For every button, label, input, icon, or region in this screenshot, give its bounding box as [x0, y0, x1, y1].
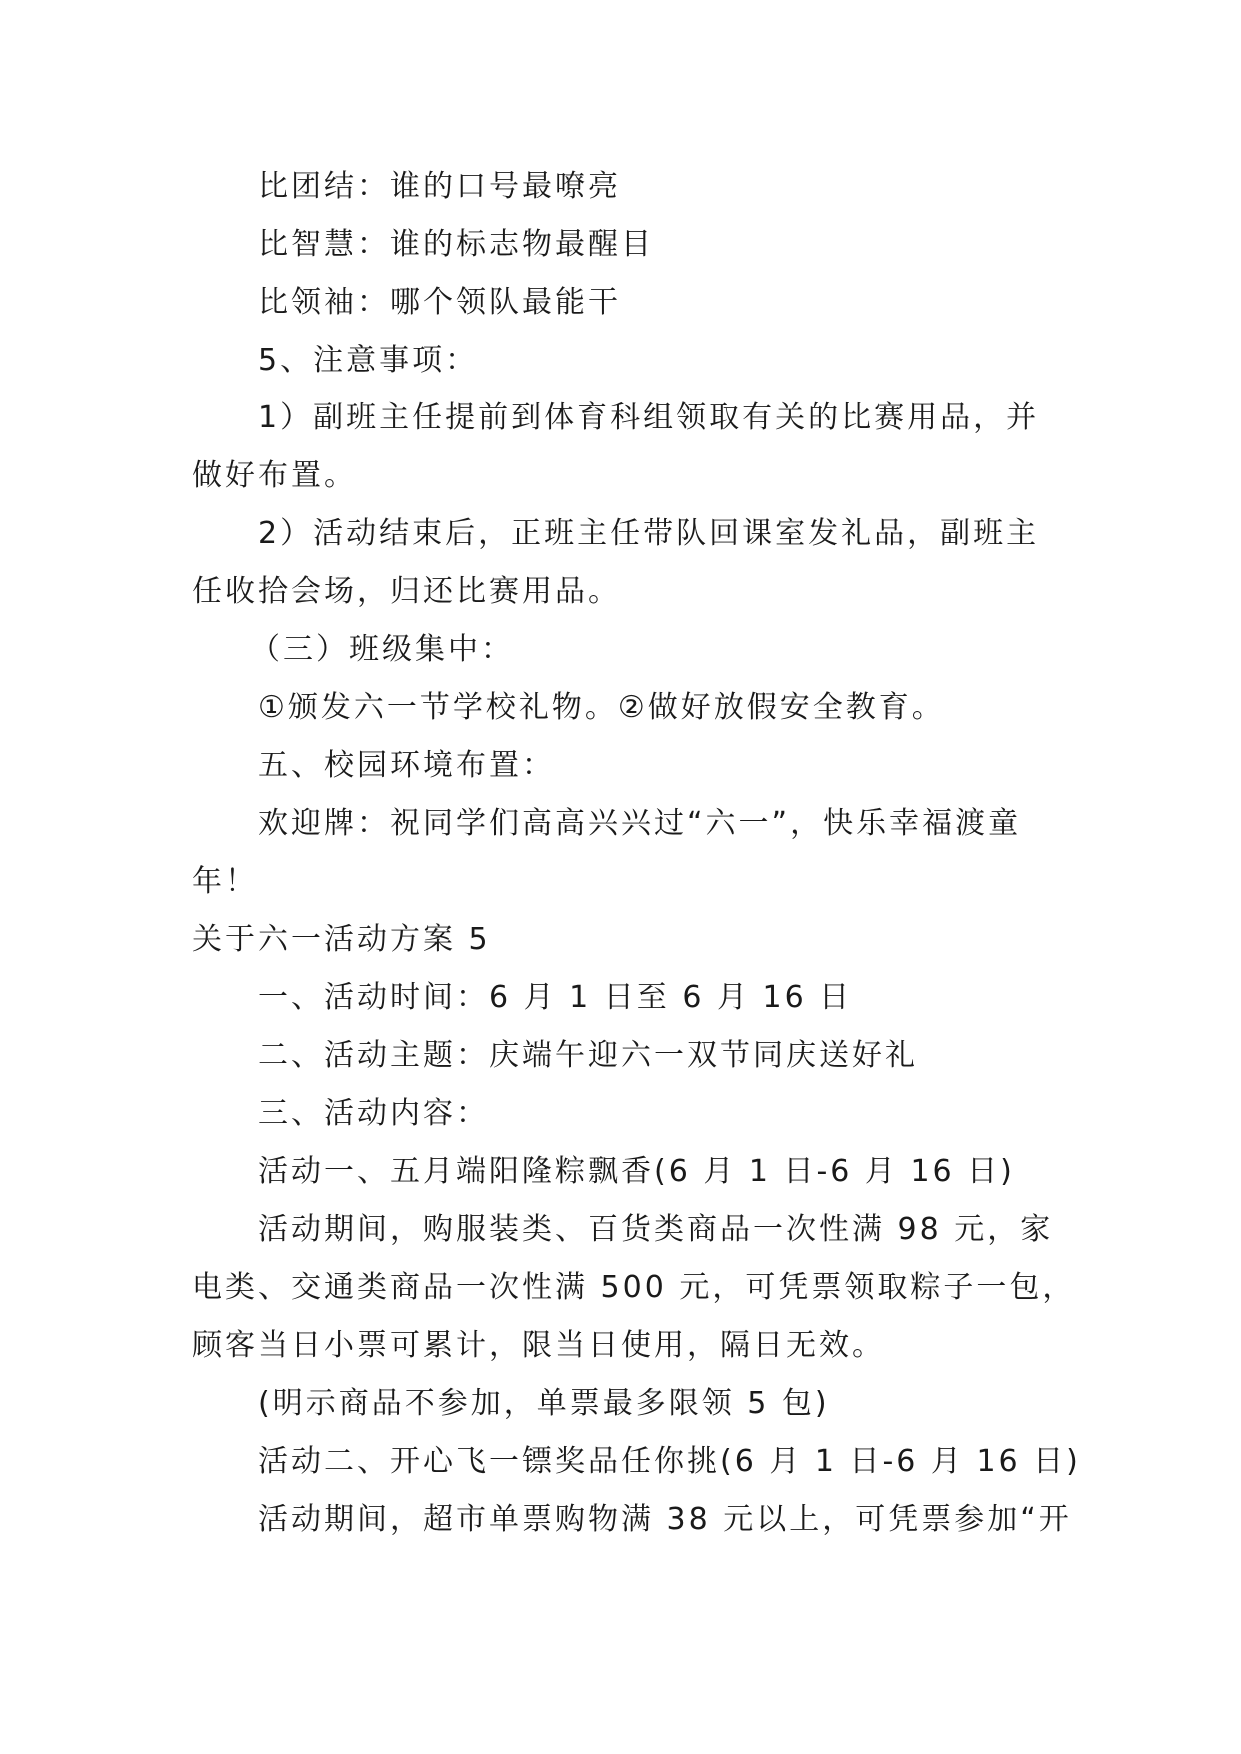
- text-line: 二、活动主题：庆端午迎六一双节同庆送好礼: [258, 1038, 918, 1073]
- text-line: 活动二、开心飞一镖奖品任你挑(6 月 1 日-6 月 16 日): [258, 1444, 1081, 1479]
- text-line: 1）副班主任提前到体育科组领取有关的比赛用品，并: [258, 400, 1040, 435]
- text-line: 欢迎牌：祝同学们高高兴兴过“六一”，快乐幸福渡童: [258, 806, 1022, 841]
- text-line: 做好布置。: [192, 458, 357, 493]
- text-line: 电类、交通类商品一次性满 500 元，可凭票领取粽子一包，: [192, 1270, 1076, 1305]
- text-line: 任收拾会场，归还比赛用品。: [192, 574, 621, 609]
- section-heading: （三）班级集中：: [250, 632, 514, 667]
- text-line: 比领袖：哪个领队最能干: [258, 285, 621, 320]
- text-line: 2）活动结束后，正班主任带队回课室发礼品，副班主: [258, 516, 1040, 551]
- text-line: 一、活动时间：6 月 1 日至 6 月 16 日: [258, 980, 853, 1015]
- text-line: 年！: [192, 864, 258, 899]
- section-heading: 5、注意事项：: [258, 343, 479, 378]
- text-line: 顾客当日小票可累计，限当日使用，隔日无效。: [192, 1328, 885, 1363]
- text-line: (明示商品不参加，单票最多限领 5 包): [258, 1386, 830, 1421]
- document-title: 关于六一活动方案 5: [192, 922, 491, 957]
- text-line: ①颁发六一节学校礼物。②做好放假安全教育。: [258, 690, 945, 725]
- text-line: 比团结：谁的口号最嘹亮: [258, 169, 621, 204]
- text-line: 活动一、五月端阳隆粽飘香(6 月 1 日-6 月 16 日): [258, 1154, 1015, 1189]
- text-line: 比智慧：谁的标志物最醒目: [258, 227, 654, 262]
- text-line: 活动期间，购服装类、百货类商品一次性满 98 元，家: [258, 1212, 1054, 1247]
- section-heading: 五、校园环境布置：: [258, 748, 555, 783]
- text-line: 活动期间，超市单票购物满 38 元以上，可凭票参加“开: [258, 1502, 1072, 1537]
- section-heading: 三、活动内容：: [258, 1096, 489, 1131]
